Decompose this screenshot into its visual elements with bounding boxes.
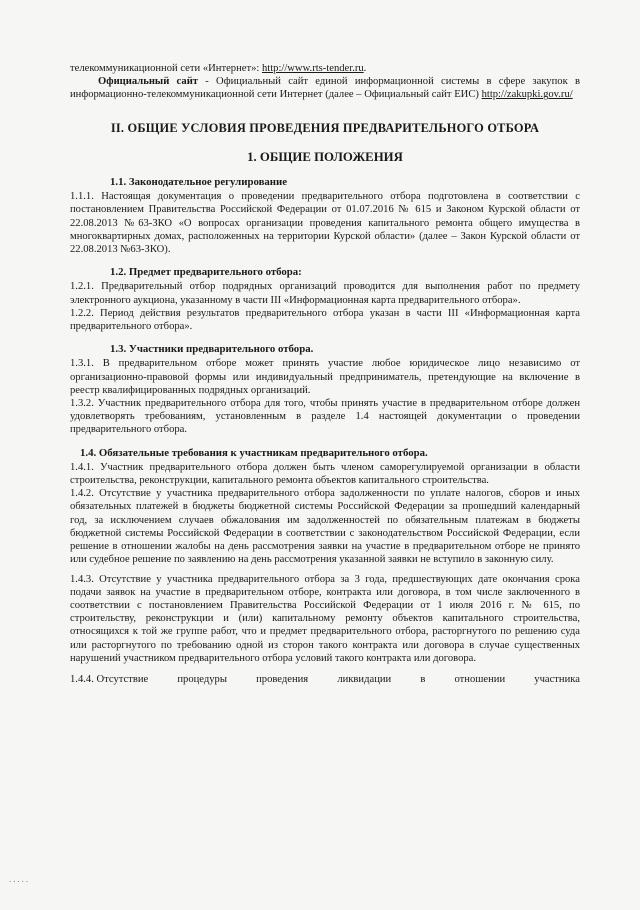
heading-1-1: 1.1. Законодательное регулирование	[110, 176, 288, 189]
heading-1-3: 1.3. Участники предварительного отбора.	[110, 343, 314, 356]
clause-1-4-2: 1.4.2. Отсутствие у участника предварительного отбора задолженности по уплате налогов, сборов и иных обязательных платежей в бюджеты бюджетной системы Российской Федерации за прошедший календарный год, за исключением случаев обжалования им задолженностей по обязательным платежам в бюджеты бюджетной системы Российской Федерации в соответствии с законодательством Российской Федерации, если решение в отношении жалобы на день рассмотрения заявки на участие в предварительном отборе не принято или судебное решение по заявлению на день рассмотрения указанной заявки не вступило в законную силу.	[70, 488, 580, 566]
zakupki-link[interactable]: http://zakupki.gov.ru/	[481, 89, 573, 101]
clause-1-1-1: 1.1.1. Настоящая документация о проведении предварительного отбора подготовлена в соответствии с постановлением Правительства Российской Федерации от 01.07.2016 № 615 и Законом Курской области от 22.08.2013 №63-ЗКО «О вопросах организации проведения капитального ремонта общего имущества в многоквартирных домах, расположенных на территории Курской области» (далее – Закон Курской области от 22.08.2013 №63-ЗКО).	[70, 191, 580, 256]
heading-1-4: 1.4. Обязательные требования к участникам предварительного отбора.	[80, 446, 428, 459]
clause-1-4-4	[70, 673, 580, 686]
clause-1-3-2: 1.3.2. Участник предварительного отбора для того, чтобы принять участие в предварительном отборе должен удовлетворять требованиям, установленным в разделе 1.4 настоящей документации о проведении предварительного отбора.	[70, 398, 580, 436]
clause-1-4-3: 1.4.3. Отсутствие у участника предварительного отбора за 3 года, предшествующих дате окончания срока подачи заявок на участие в предварительном отборе, контракта или договора, в том числе заключенного в соответствии с постановлением Правительства Российской Федерации от 1 июля 2016 г. № 615, по строительству, реконструкции и (или) капитальному ремонту объектов капитального строительства, относящихся к той же группе работ, что и предмет предварительного отбора, расторгнутого по решению суда или расторгнутого по требованию одной из сторон такого контракта или договора в случае существенных нарушений участником предварительного отбора условий такого контракта или договора.	[70, 573, 580, 664]
official-site-paragraph	[70, 75, 580, 101]
clause-1-4-4-word: процедуры	[177, 673, 227, 685]
chapter-title: 1. ОБЩИЕ ПОЛОЖЕНИЯ	[247, 149, 403, 164]
intro-text: телекоммуникационной сети «Интернет»:	[70, 63, 262, 74]
clause-1-2-1: 1.2.1. Предварительный отбор подрядных организаций проводится для выполнения работ по предмету электронного аукциона, указанному в части III «Информационная карта предварительного отбора».	[70, 281, 580, 306]
official-site-term: Официальный сайт	[98, 76, 198, 88]
clause-1-4-1: 1.4.1. Участник предварительного отбора должен быть членом саморегулируемой организации в области строительства, реконструкции, капитального ремонта объектов капитального строительства.	[70, 461, 580, 487]
official-site-definition: - Официальный сайт единой информационной системы в сфере закупок в информационно-телекоммуникационной сети Интернет (далее – Официальный сайт ЕИС)	[70, 76, 580, 101]
clause-1-3-1: 1.3.1. В предварительном отборе может принять участие любое юридическое лицо независимо от организационно-правовой формы или индивидуальный предприниматель, претендующие на включение в реестр квалифицированных подрядных организаций.	[70, 358, 580, 396]
section-title: II. ОБЩИЕ УСЛОВИЯ ПРОВЕДЕНИЯ ПРЕДВАРИТЕЛЬНОГО ОТБОРА	[110, 120, 540, 135]
intro-line: телекоммуникационной сети «Интернет»: http://www.rts-tender.ru.	[70, 63, 367, 74]
clause-1-2-2: 1.2.2. Период действия результатов предварительного отбора указан в части III «Информационная карта предварительного отбора».	[70, 307, 580, 333]
clause-1-4-4-word: проведения	[256, 673, 309, 685]
clause-1-4-4-word: участника	[534, 673, 580, 685]
clause-1-4-4-word: в	[420, 673, 426, 685]
rts-tender-link[interactable]: http://www.rts-tender.ru	[261, 63, 364, 74]
clause-1-4-4-word: отношении	[454, 673, 506, 685]
scan-mark: .....	[8, 876, 30, 884]
heading-1-2: 1.2. Предмет предварительного отбора:	[110, 266, 302, 279]
document-body	[70, 62, 580, 686]
clause-1-4-4-word: ликвидации	[337, 673, 392, 685]
clause-1-4-4-word: 1.4.4. Отсутствие	[70, 673, 149, 685]
